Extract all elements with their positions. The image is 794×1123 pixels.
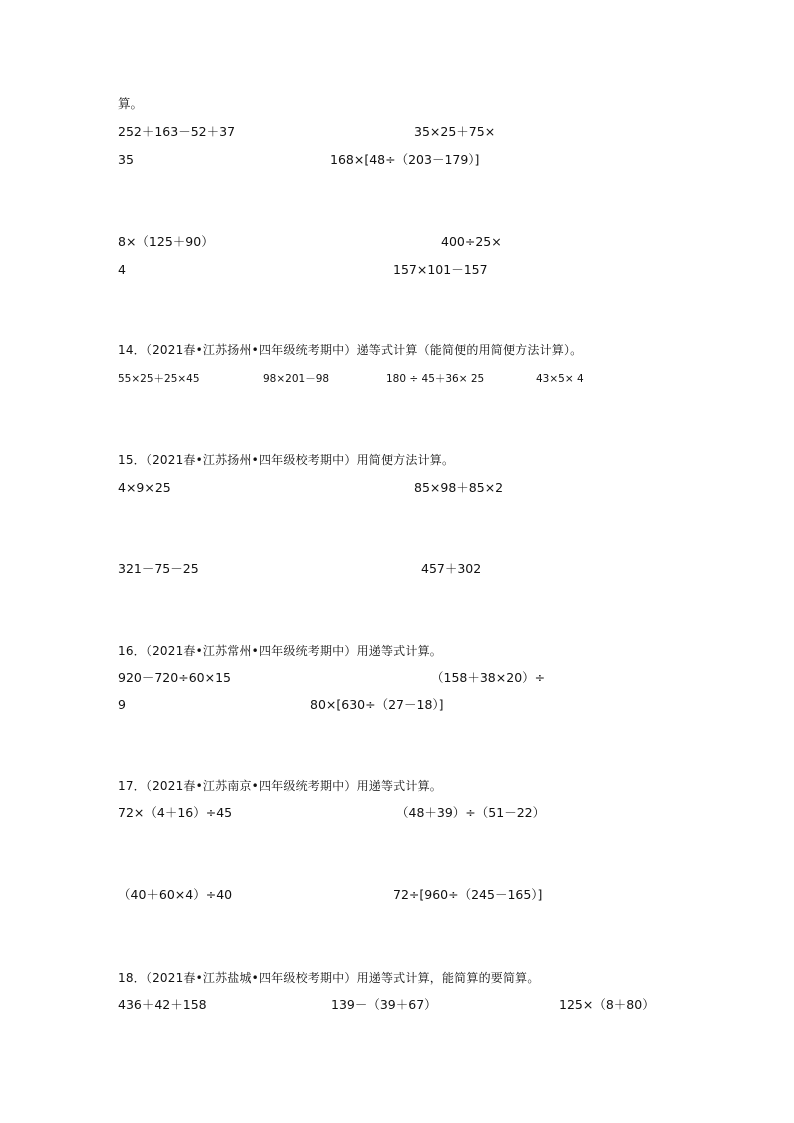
- expression: 400÷25×: [441, 234, 502, 249]
- expression: 43×5× 4: [536, 373, 584, 385]
- expression: 35: [118, 152, 134, 167]
- expression: 8×（125＋90）: [118, 234, 214, 249]
- expression: 168×[48÷（203－179）]: [330, 152, 480, 167]
- expression: 436＋42＋158: [118, 997, 207, 1012]
- expression: 9: [118, 697, 126, 712]
- expression: 321－75－25: [118, 561, 199, 576]
- expression: 457＋302: [421, 561, 482, 576]
- expression: 180 ÷ 45＋36× 25: [386, 373, 485, 385]
- expression: 920－720÷60×15: [118, 670, 231, 685]
- expression: （40＋60×4）÷40: [118, 887, 233, 902]
- expression: （158＋38×20）÷: [431, 670, 546, 685]
- expression: 98×201－98: [263, 373, 330, 385]
- expression: 72÷[960÷（245－165）]: [393, 887, 543, 902]
- expression: 157×101－157: [393, 262, 488, 277]
- expression: 4: [118, 262, 126, 277]
- expression: 139－（39＋67）: [331, 997, 437, 1012]
- expression: 85×98＋85×2: [414, 480, 504, 495]
- expression: 35×25＋75×: [414, 124, 496, 139]
- question-14-title: 14．（2021春•江苏扬州•四年级统考期中）递等式计算（能简便的用简便方法计算）。: [118, 343, 583, 357]
- question-16-title: 16．（2021春•江苏常州•四年级统考期中）用递等式计算。: [118, 644, 442, 658]
- question-18-title: 18．（2021春•江苏盐城•四年级校考期中）用递等式计算，能简算的要简算。: [118, 971, 540, 985]
- expression: 125×（8＋80）: [559, 997, 655, 1012]
- expression: 55×25＋25×45: [118, 373, 200, 385]
- question-15-title: 15．（2021春•江苏扬州•四年级校考期中）用简便方法计算。: [118, 453, 455, 467]
- question-17-title: 17．（2021春•江苏南京•四年级统考期中）用递等式计算。: [118, 779, 442, 793]
- continued-text: 算。: [118, 96, 144, 111]
- expression: （48＋39）÷（51－22）: [396, 805, 546, 820]
- expression: 4×9×25: [118, 480, 171, 495]
- expression: 72×（4＋16）÷45: [118, 805, 233, 820]
- expression: 80×[630÷（27－18）]: [310, 697, 444, 712]
- expression: 252＋163－52＋37: [118, 124, 236, 139]
